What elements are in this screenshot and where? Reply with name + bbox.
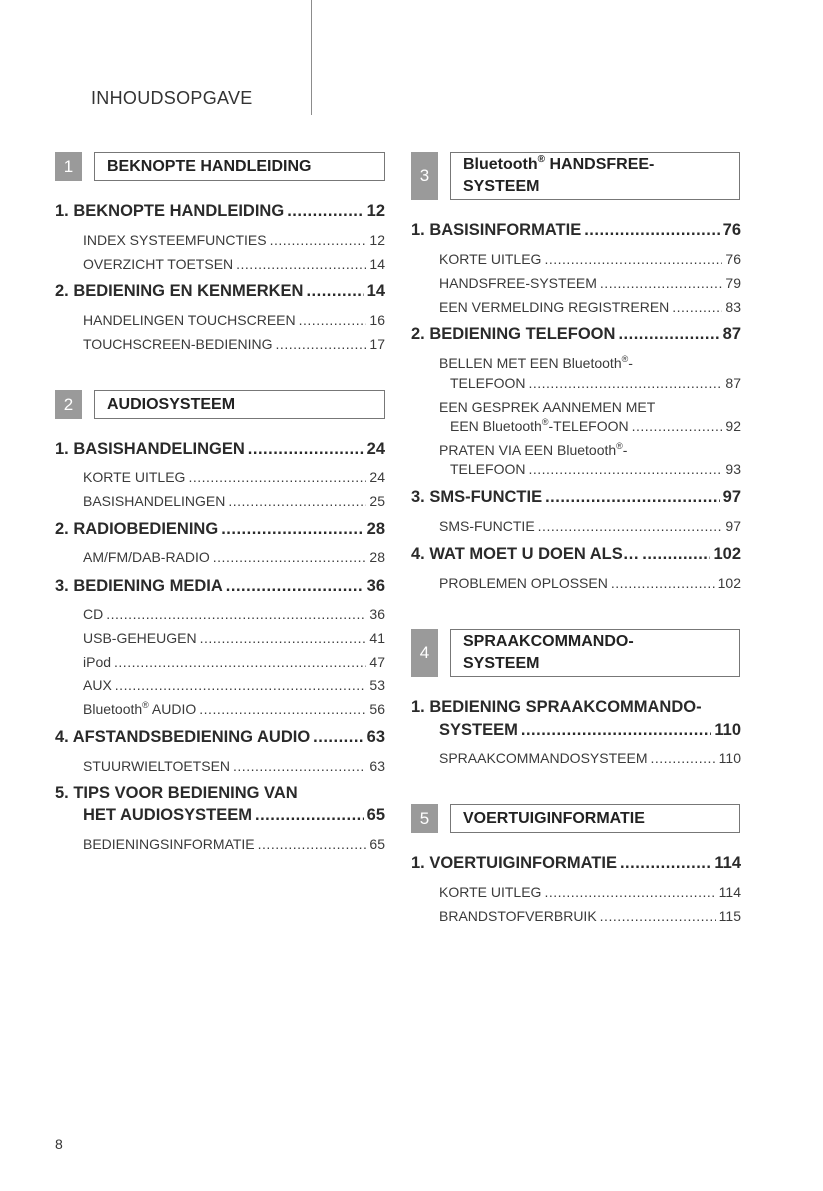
toc-entry[interactable]: 2. BEDIENING TELEFOON ..... 87 xyxy=(411,325,741,344)
section-title: VOERTUIGINFORMATIE xyxy=(450,804,740,833)
toc-subentry[interactable]: OVERZICHT TOETSEN ..... 14 xyxy=(55,256,385,272)
page-title: INHOUDSOPGAVE xyxy=(91,88,253,108)
toc-entry[interactable]: 2. BEDIENING EN KENMERKEN ..... 14 xyxy=(55,282,385,301)
section-3-header[interactable] xyxy=(411,152,740,200)
toc-subentry[interactable]: Bluetooth® AUDIO ..... 56 xyxy=(55,701,385,717)
toc-subentry[interactable]: KORTE UITLEG ..... 24 xyxy=(55,469,385,485)
toc-subentry[interactable]: SMS-FUNCTIE ..... 97 xyxy=(411,518,741,534)
toc-subentry[interactable]: HANDELINGEN TOUCHSCREEN ..... 16 xyxy=(55,312,385,328)
section-number: 3 xyxy=(411,152,438,200)
toc-entry-line1[interactable]: 1. BEDIENING SPRAAKCOMMANDO- xyxy=(411,698,702,716)
toc-entry[interactable]: 4. WAT MOET U DOEN ALS… ..... 102 xyxy=(411,545,741,564)
toc-subentry[interactable]: BEDIENINGSINFORMATIE ..... 65 xyxy=(55,836,385,852)
toc-subentry[interactable]: EEN VERMELDING REGISTREREN ..... 83 xyxy=(411,299,741,315)
section-number: 4 xyxy=(411,629,438,677)
entry-page: 12 xyxy=(366,202,385,220)
toc-subentry[interactable]: KORTE UITLEG ..... 76 xyxy=(411,251,741,267)
header-divider xyxy=(311,0,312,115)
toc-entry[interactable]: 1. BASISINFORMATIE ..... 76 xyxy=(411,221,741,240)
toc-entry[interactable]: 3. BEDIENING MEDIA ..... 36 xyxy=(55,577,385,596)
toc-subentry[interactable]: PROBLEMEN OPLOSSEN ..... 102 xyxy=(411,575,741,591)
toc-entry[interactable]: HET AUDIOSYSTEEM ..... 65 xyxy=(55,806,385,825)
toc-entry[interactable]: SYSTEEM ..... 110 xyxy=(411,721,741,740)
toc-subentry-line1[interactable]: EEN GESPREK AANNEMEN MET xyxy=(439,399,656,415)
toc-entry[interactable]: 1. BASISHANDELINGEN ..... 24 xyxy=(55,440,385,459)
toc-subentry[interactable]: CD ..... 36 xyxy=(55,606,385,622)
toc-subentry[interactable]: KORTE UITLEG ..... 114 xyxy=(411,884,741,900)
toc-entry[interactable] xyxy=(55,202,385,221)
toc-subentry[interactable]: AM/FM/DAB-RADIO ..... 28 xyxy=(55,549,385,565)
toc-subentry[interactable]: TELEFOON ..... 87 xyxy=(411,375,741,391)
toc-subentry[interactable]: BRANDSTOFVERBRUIK ..... 115 xyxy=(411,908,741,924)
toc-subentry[interactable]: iPod ..... 47 xyxy=(55,654,385,670)
section-5-header[interactable] xyxy=(411,804,740,833)
toc-entry-line1[interactable]: 5. TIPS VOOR BEDIENING VAN xyxy=(55,784,298,802)
toc-subentry[interactable]: EEN Bluetooth®-TELEFOON ..... 92 xyxy=(411,418,741,434)
toc-entry[interactable]: 1. VOERTUIGINFORMATIE ..... 114 xyxy=(411,854,741,873)
toc-subentry[interactable]: INDEX SYSTEEMFUNCTIES ..... 12 xyxy=(55,232,385,248)
section-4-header[interactable] xyxy=(411,629,740,677)
section-title: AUDIOSYSTEEM xyxy=(94,390,385,419)
toc-subentry[interactable]: USB-GEHEUGEN ..... 41 xyxy=(55,630,385,646)
toc-entry[interactable]: 3. SMS-FUNCTIE ..... 97 xyxy=(411,488,741,507)
entry-title: 1. BEKNOPTE HANDLEIDING xyxy=(55,202,285,220)
toc-subentry-line1[interactable]: PRATEN VIA EEN Bluetooth®- xyxy=(439,441,628,458)
section-title: Bluetooth® HANDSFREE- SYSTEEM xyxy=(450,152,740,200)
toc-entry[interactable]: 4. AFSTANDSBEDIENING AUDIO ..... 63 xyxy=(55,728,385,747)
section-1-header[interactable] xyxy=(55,152,385,181)
toc-entry[interactable]: 2. RADIOBEDIENING ..... 28 xyxy=(55,520,385,539)
section-2-header[interactable] xyxy=(55,390,385,419)
toc-subentry[interactable]: TOUCHSCREEN-BEDIENING ..... 17 xyxy=(55,336,385,352)
toc-subentry-line1[interactable]: BELLEN MET EEN Bluetooth®- xyxy=(439,354,633,371)
section-title: SPRAAKCOMMANDO- SYSTEEM xyxy=(450,629,740,677)
section-title: BEKNOPTE HANDLEIDING xyxy=(94,152,385,181)
page-number: 8 xyxy=(55,1136,63,1152)
toc-subentry[interactable]: BASISHANDELINGEN ..... 25 xyxy=(55,493,385,509)
toc-subentry[interactable]: HANDSFREE-SYSTEEM ..... 79 xyxy=(411,275,741,291)
section-number: 1 xyxy=(55,152,82,181)
section-number: 5 xyxy=(411,804,438,833)
section-number: 2 xyxy=(55,390,82,419)
toc-subentry[interactable]: SPRAAKCOMMANDOSYSTEEM ..... 110 xyxy=(411,750,741,766)
toc-subentry[interactable]: STUURWIELTOETSEN ..... 63 xyxy=(55,758,385,774)
toc-subentry[interactable]: TELEFOON ..... 93 xyxy=(411,461,741,477)
toc-subentry[interactable]: AUX ..... 53 xyxy=(55,677,385,693)
